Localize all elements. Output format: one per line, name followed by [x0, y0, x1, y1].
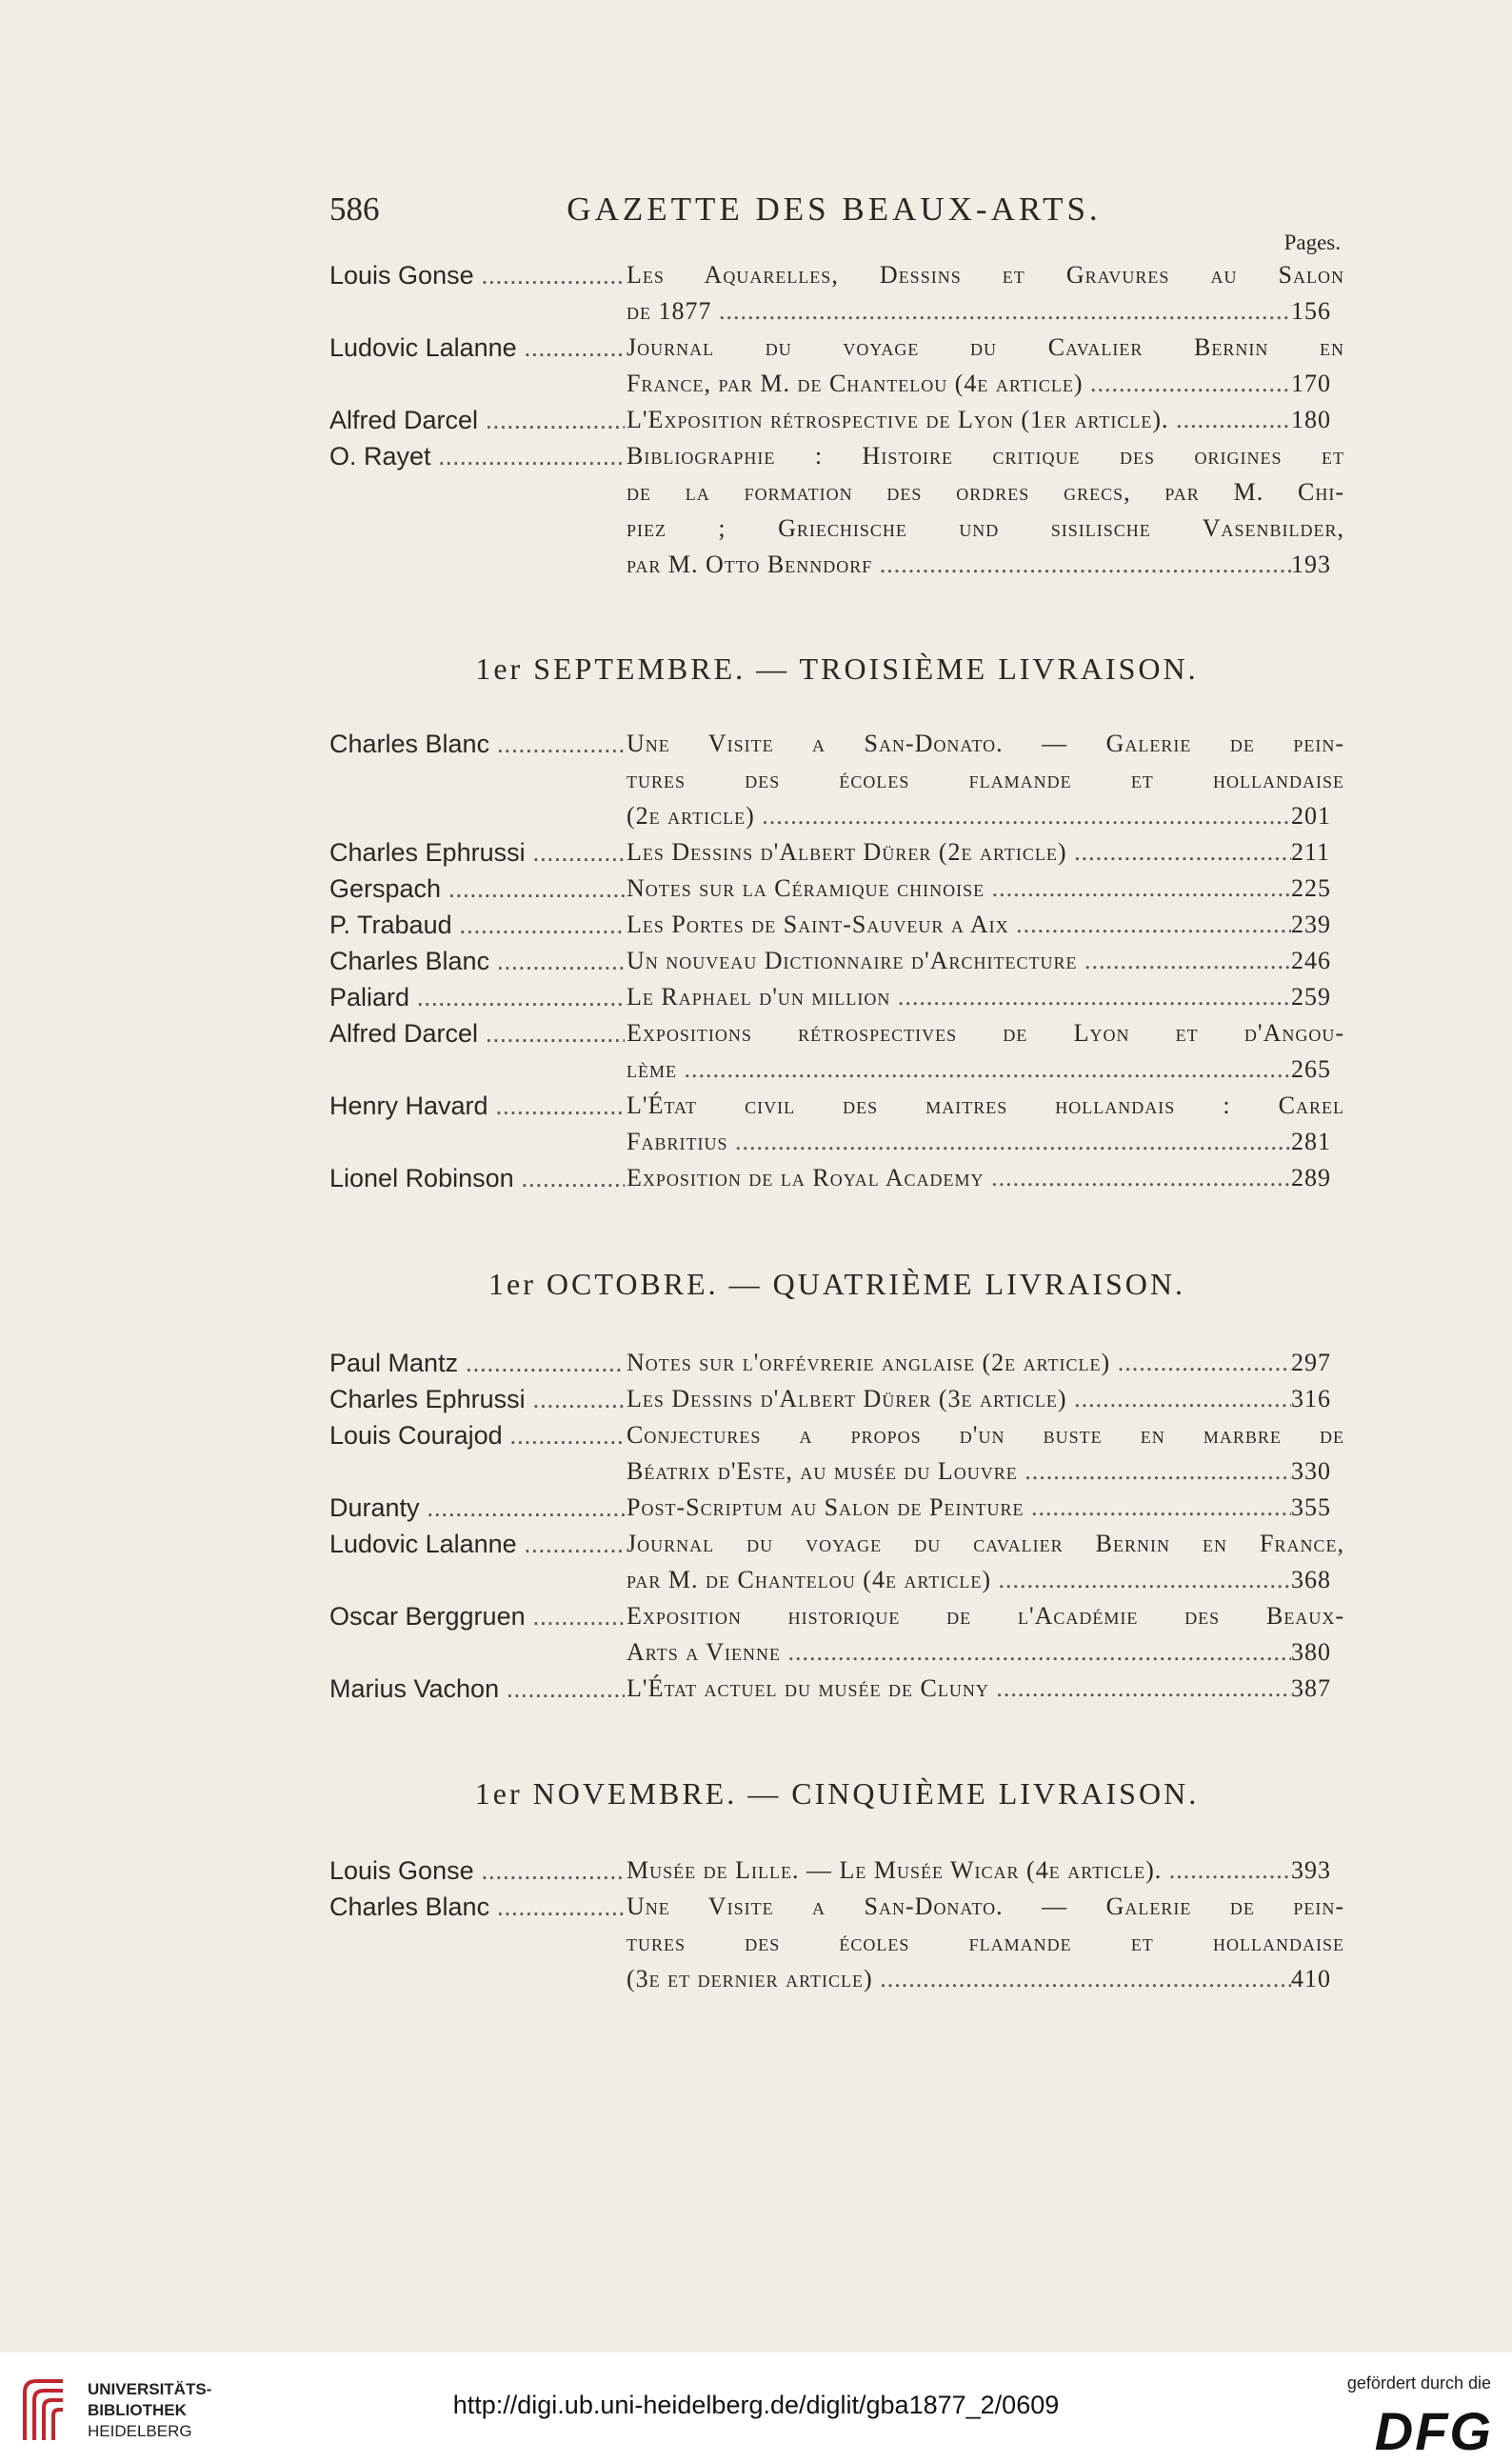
entry-page-number: 193 [1291, 547, 1344, 583]
entry-author: Charles Ephrussi ..... [329, 1381, 625, 1417]
entry-title-line: L'État actuel du musée de Cluny ..... 387 [627, 1671, 1344, 1707]
toc-entry [329, 1490, 1344, 1526]
entry-title-line: Exposition historique de l'Académie des Beaux- [627, 1602, 1344, 1630]
entry-author: Gerspach ..... [329, 871, 625, 907]
section-entries [329, 726, 1344, 1196]
entry-page-number: 330 [1291, 1453, 1344, 1490]
entry-title [627, 1490, 1344, 1526]
entry-title [627, 402, 1344, 438]
entry-title-line: Béatrix d'Este, au musée du Louvre ..... 330 [627, 1453, 1344, 1490]
journal-title: GAZETTE DES BEAUX-ARTS. [567, 190, 1102, 228]
section-heading: 1er SEPTEMBRE. — TROISIÈME LIVRAISON. [475, 651, 1199, 686]
toc-entry [329, 330, 1344, 402]
entry-page-number: 316 [1291, 1381, 1344, 1417]
entry-title-line: Journal du voyage du Cavalier Bernin en [627, 333, 1344, 361]
entry-author: Louis Gonse ..... [329, 257, 625, 293]
entry-author: Alfred Darcel ..... [329, 402, 625, 438]
entry-title-line: Une Visite a San-Donato. — Galerie de pein- [627, 730, 1344, 757]
entry-title [627, 1526, 1344, 1598]
entry-author: Henry Havard ..... [329, 1088, 625, 1124]
toc-entry [329, 1671, 1344, 1707]
library-name: UNIVERSITÄTS- BIBLIOTHEK HEIDELBERG [88, 2380, 212, 2440]
entry-author: Louis Gonse ..... [329, 1852, 625, 1889]
entry-title-line: tures des écoles flamande et hollandaise [627, 766, 1344, 793]
toc-entry [329, 1889, 1344, 1997]
entry-title-line: L'État civil des maitres hollandais : Carel [627, 1091, 1344, 1119]
entry-author: O. Rayet ..... [329, 438, 625, 474]
entry-author: Alfred Darcel ..... [329, 1015, 625, 1051]
entry-title [627, 1160, 1344, 1196]
toc-entry [329, 402, 1344, 438]
entry-page-number: 246 [1291, 943, 1344, 979]
entry-title [627, 257, 1344, 330]
entry-title-line: Un nouveau Dictionnaire d'Architecture ..... 246 [627, 943, 1344, 979]
entry-title-line: Musée de Lille. — Le Musée Wicar (4e article). ..... 393 [627, 1852, 1344, 1889]
entry-page-number: 387 [1291, 1671, 1344, 1707]
footer-bar [0, 2353, 1512, 2463]
entry-title-line: Les Dessins d'Albert Dürer (3e article) ..... 316 [627, 1381, 1344, 1417]
entry-author: Ludovic Lalanne ..... [329, 330, 625, 366]
toc-entry [329, 871, 1344, 907]
entry-page-number: 180 [1291, 402, 1344, 438]
entry-title [627, 726, 1344, 834]
section-heading: 1er OCTOBRE. — QUATRIÈME LIVRAISON. [488, 1267, 1185, 1301]
toc-entry [329, 834, 1344, 871]
entry-page-number: 239 [1291, 907, 1344, 943]
entry-author: Paliard ..... [329, 979, 625, 1015]
entry-title-line: Fabritius ..... 281 [627, 1124, 1344, 1160]
entry-title [627, 1417, 1344, 1490]
entry-page-number: 410 [1291, 1961, 1344, 1997]
entry-author: Louis Courajod ..... [329, 1417, 625, 1453]
toc-entry [329, 1345, 1344, 1381]
section-entries [329, 1345, 1344, 1707]
entry-author: Marius Vachon ..... [329, 1671, 625, 1707]
toc-entry [329, 1598, 1344, 1671]
toc-entry [329, 1160, 1344, 1196]
page-header [329, 190, 1339, 229]
toc-entry [329, 1417, 1344, 1490]
entry-title-line: lème ..... 265 [627, 1051, 1344, 1088]
entry-title-line: Conjectures a propos d'un buste en marbre de [627, 1421, 1344, 1449]
entry-page-number: 393 [1291, 1852, 1344, 1889]
entry-title-line: tures des écoles flamande et hollandaise [627, 1929, 1344, 1956]
toc-entry [329, 1526, 1344, 1598]
entry-page-number: 368 [1291, 1562, 1344, 1598]
entry-title-line: Journal du voyage du cavalier Bernin en France, [627, 1530, 1344, 1557]
toc-entry [329, 726, 1344, 834]
section-entries [329, 1852, 1344, 1997]
entry-author: Paul Mantz ..... [329, 1345, 625, 1381]
entry-page-number: 297 [1291, 1345, 1344, 1381]
section-entries [329, 257, 1344, 583]
entry-author: Charles Blanc ..... [329, 726, 625, 762]
entry-title-line: par M. de Chantelou (4e article) ..... 368 [627, 1562, 1344, 1598]
entry-title [627, 1088, 1344, 1160]
entry-page-number: 380 [1291, 1634, 1344, 1671]
entry-page-number: 355 [1291, 1490, 1344, 1526]
entry-author: Ludovic Lalanne ..... [329, 1526, 625, 1562]
toc-entry [329, 438, 1344, 583]
entry-author: Lionel Robinson ..... [329, 1160, 625, 1196]
entry-title-line: L'Exposition rétrospective de Lyon (1er article). ..... 180 [627, 402, 1344, 438]
entry-title-line: Exposition de la Royal Academy ..... 289 [627, 1160, 1344, 1196]
entry-title-line: par M. Otto Benndorf ..... 193 [627, 547, 1344, 583]
entry-title [627, 1015, 1344, 1088]
entry-title [627, 1598, 1344, 1671]
entry-title-line: Post-Scriptum au Salon de Peinture ..... 355 [627, 1490, 1344, 1526]
entry-page-number: 201 [1291, 798, 1344, 834]
toc-entry [329, 943, 1344, 979]
toc-entry [329, 907, 1344, 943]
section-heading: 1er NOVEMBRE. — CINQUIÈME LIVRAISON. [474, 1776, 1200, 1811]
entry-title-line: (3e et dernier article) ..... 410 [627, 1961, 1344, 1997]
toc-entry [329, 1015, 1344, 1088]
entry-author: Charles Blanc ..... [329, 943, 625, 979]
entry-author: P. Trabaud ..... [329, 907, 625, 943]
entry-author: Oscar Berggruen ..... [329, 1598, 625, 1634]
entry-title [627, 1852, 1344, 1889]
toc-entry [329, 1852, 1344, 1889]
dfg-logo-icon: DFG [1374, 2401, 1493, 2461]
entry-title-line: Arts a Vienne ..... 380 [627, 1634, 1344, 1671]
entry-title [627, 907, 1344, 943]
entry-author: Duranty ..... [329, 1490, 625, 1526]
entry-page-number: 281 [1291, 1124, 1344, 1160]
entry-title-line: Les Portes de Saint-Sauveur a Aix ..... 239 [627, 907, 1344, 943]
entry-page-number: 289 [1291, 1160, 1344, 1196]
entry-title-line: Notes sur l'orfévrerie anglaise (2e article) ..... 297 [627, 1345, 1344, 1381]
entry-title [627, 1345, 1344, 1381]
entry-title-line: de la formation des ordres grecs, par M. Chi- [627, 478, 1344, 506]
pages-column-label: Pages. [1283, 230, 1341, 254]
entry-title [627, 1381, 1344, 1417]
entry-author: Charles Ephrussi ..... [329, 834, 625, 871]
sponsor-label: gefördert durch die [1346, 2373, 1491, 2393]
entry-title-line: Les Dessins d'Albert Dürer (2e article) ..... 211 [627, 834, 1344, 871]
entry-title-line: Bibliographie : Histoire critique des origines et [627, 442, 1344, 470]
entry-page-number: 259 [1291, 979, 1344, 1015]
entry-title-line: Les Aquarelles, Dessins et Gravures au Salon [627, 261, 1344, 289]
entry-title-line: de 1877 ..... 156 [627, 293, 1344, 330]
entry-title [627, 871, 1344, 907]
toc-entry [329, 1088, 1344, 1160]
entry-title-line: Expositions rétrospectives de Lyon et d'Angou- [627, 1019, 1344, 1047]
entry-title-line: Le Raphael d'un million ..... 259 [627, 979, 1344, 1015]
entry-title-line: (2e article) ..... 201 [627, 798, 1344, 834]
entry-page-number: 211 [1291, 834, 1344, 871]
entry-title-line: Notes sur la Céramique chinoise ..... 225 [627, 871, 1344, 907]
entry-page-number: 170 [1291, 366, 1344, 402]
entry-title-line: Une Visite a San-Donato. — Galerie de pein- [627, 1892, 1344, 1920]
entry-author: Charles Blanc ..... [329, 1889, 625, 1925]
entry-title [627, 1671, 1344, 1707]
page-number: 586 [329, 190, 380, 228]
entry-title [627, 979, 1344, 1015]
entry-page-number: 265 [1291, 1051, 1344, 1088]
entry-title-line: France, par M. de Chantelou (4e article) ..... 170 [627, 366, 1344, 402]
toc-entry [329, 979, 1344, 1015]
entry-title [627, 438, 1344, 583]
entry-page-number: 156 [1291, 293, 1344, 330]
toc-entry [329, 257, 1344, 330]
entry-title [627, 834, 1344, 871]
entry-title [627, 943, 1344, 979]
entry-page-number: 225 [1291, 871, 1344, 907]
entry-title [627, 1889, 1344, 1997]
entry-title-line: piez ; Griechische und sisilische Vasenbilder, [627, 514, 1344, 542]
toc-entry [329, 1381, 1344, 1417]
document-url-link[interactable]: http://digi.ub.uni-heidelberg.de/diglit/gba1877_2/0609 [452, 2391, 1060, 2419]
entry-title [627, 330, 1344, 402]
